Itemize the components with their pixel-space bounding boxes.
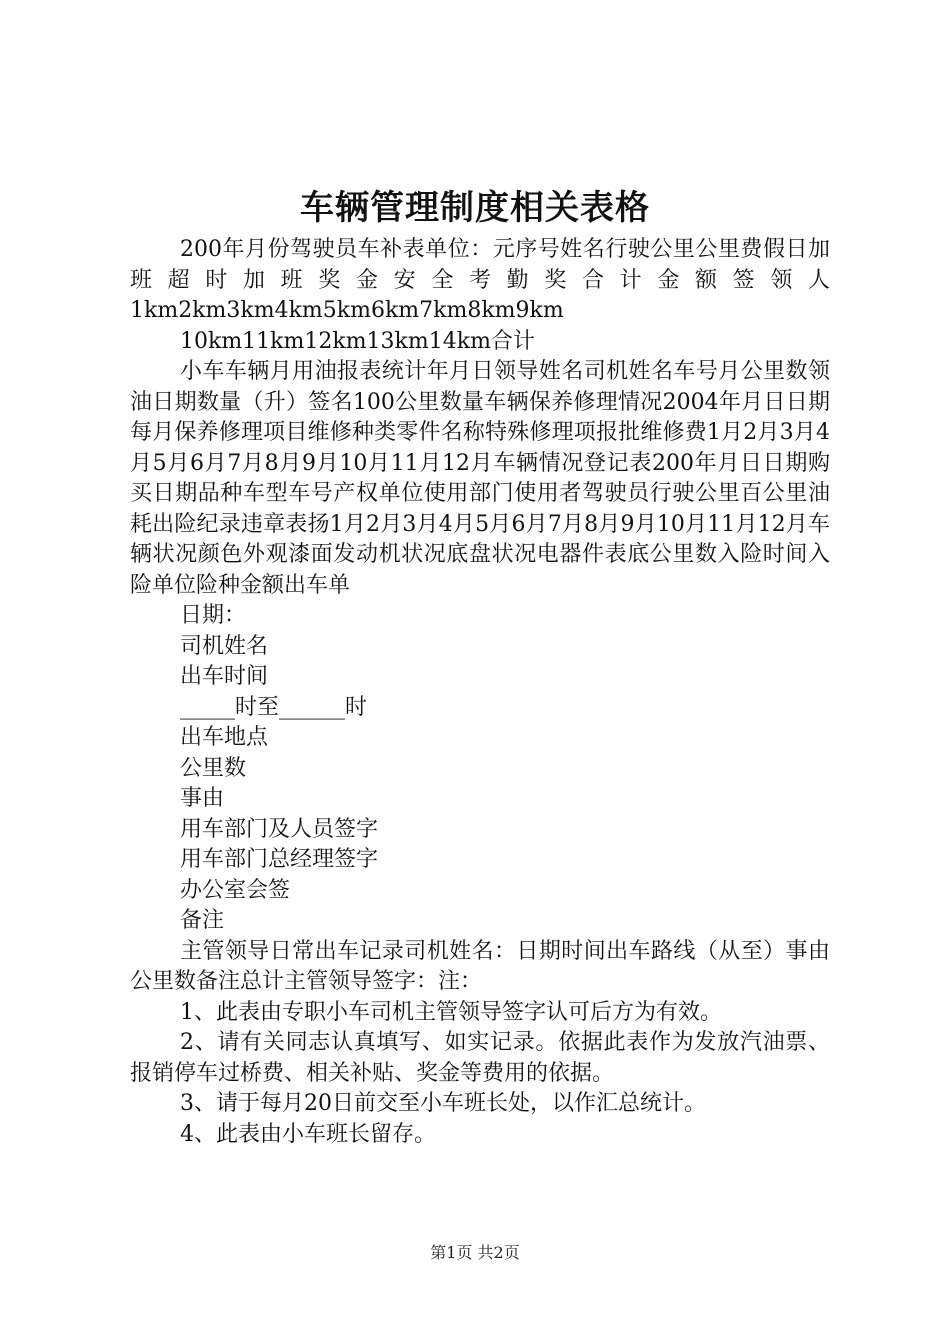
- note-item-2: 2、请有关同志认真填写、如实记录。依据此表作为发放汽油票、报销停车过桥费、相关补贴、奖金等费用的依据。: [130, 1030, 830, 1086]
- form-line-office-countersign: 办公室会签: [180, 877, 291, 903]
- form-line-departure-time: 出车时间: [180, 664, 269, 689]
- note-item-3: 3、请于每月20日前交至小车班长处，以作汇总统计。: [180, 1091, 706, 1116]
- paragraph-fuel-maintenance: 小车车辆月用油报表统计年月日领导姓名司机姓名车号月公里数领油日期数量（升）签名100公里数量车辆保养修理情况2004年月日日期每月保养修理项目维修种类零件名称特殊修理项报批维修费1月2月3月4月5月6月7月8月9月10月11月12月车辆情况登记表200年月日日期购买日期品种车型车号产权单位使用部门使用者驾驶员行驶公里百公里油耗出险纪录违章表扬1月2月3月4月5月6月7月8月9月10月11月12月车辆状况颜色外观漆面发动机状况底盘状况电器件表底公里数入险时间入险单位险种金额出车单: [130, 359, 830, 598]
- form-line-remarks: 备注: [180, 908, 225, 933]
- form-line-departure-place: 出车地点: [180, 725, 269, 750]
- page-footer: 第1页 共2页: [430, 1243, 520, 1262]
- paragraph-trip-record: 主管领导日常出车记录司机姓名：日期时间出车路线（从至）事由公里数备注总计主管领导签字：注：: [130, 938, 830, 994]
- note-item-1: 1、此表由专职小车司机主管领导签字认可后方为有效。: [180, 999, 722, 1025]
- note-item-4: 4、此表由小车班长留存。: [180, 1121, 436, 1147]
- document-body: [130, 235, 830, 1150]
- form-line-mileage: 公里数: [180, 755, 247, 781]
- form-line-dept-signature: 用车部门及人员签字: [180, 816, 379, 842]
- form-line-driver-name: 司机姓名: [180, 633, 269, 659]
- document-title: 车辆管理制度相关表格: [300, 188, 650, 228]
- form-line-reason: 事由: [180, 786, 225, 811]
- form-line-time-range: _____时至______时: [180, 694, 368, 720]
- form-line-manager-signature: 用车部门总经理签字: [180, 847, 379, 872]
- paragraph-km-total: 10km11km12km13km14km合计: [180, 328, 535, 354]
- paragraph-driver-allowance: 200年月份驾驶员车补表单位：元序号姓名行驶公里公里费假日加班超时加班奖金安全考勤奖合计金额签领人1km2km3km4km5km6km7km8km9km: [130, 237, 830, 323]
- form-line-date: 日期：: [180, 603, 247, 628]
